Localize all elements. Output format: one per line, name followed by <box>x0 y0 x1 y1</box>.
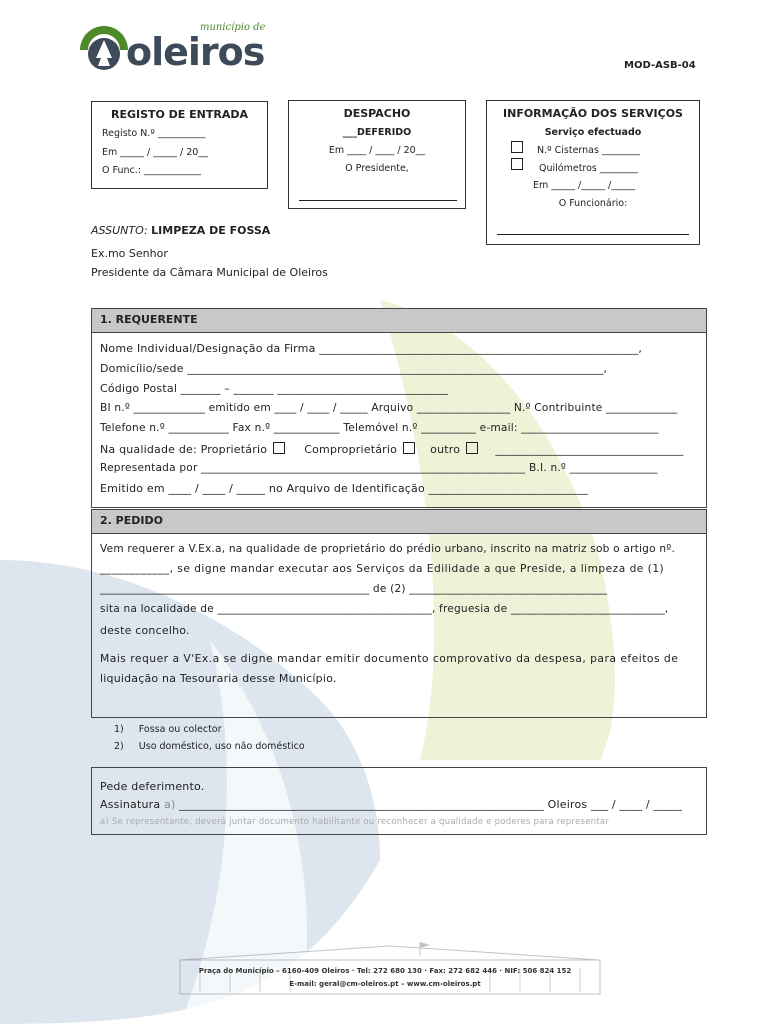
pede-deferimento: Pede deferimento. <box>100 780 205 793</box>
qualidade-row <box>100 442 683 456</box>
requerente-heading: 1. REQUERENTE <box>92 309 706 333</box>
municipal-logo <box>76 18 266 74</box>
requerente-section <box>91 308 707 508</box>
footer-contacts: E-mail: geral@cm-oleiros.pt – www.cm-oleiros.pt <box>289 980 481 988</box>
assinatura-note-ref: a) <box>164 798 176 811</box>
cisternas-field[interactable]: N.º Cisternas ________ <box>537 145 640 156</box>
registo-func-field[interactable]: O Func.: ____________ <box>102 165 201 176</box>
quilometros-checkbox[interactable] <box>511 158 523 170</box>
note-1-number: 1) <box>114 724 124 735</box>
servico-efectuado: Serviço efectuado <box>544 127 642 138</box>
logo-name: oleiros <box>126 30 265 74</box>
emitido-field[interactable]: Emitido em ____ / ____ / _____ no Arquivo de Identificação ____________________________ <box>100 482 589 495</box>
outro-label: outro <box>430 443 461 456</box>
assinatura-field[interactable]: ________________________________________________________________ Oleiros ___ / ____ / _____ <box>179 798 683 811</box>
note-1 <box>114 724 222 735</box>
despacho-deferido: ___DEFERIDO <box>342 127 412 138</box>
comproprietario-checkbox[interactable] <box>403 442 415 454</box>
representante-note: a) Se representante, deverá juntar documento habilitante ou reconhecer a qualidade e poderes para representar <box>100 817 610 827</box>
despacho-box <box>288 100 466 209</box>
pedido-line-5: deste concelho. <box>100 624 190 637</box>
funcionario-label: O Funcionário: <box>558 198 628 209</box>
nome-field[interactable]: Nome Individual/Designação da Firma ________________________________________________________, <box>100 342 643 355</box>
informacao-servicos-box <box>486 100 700 245</box>
pedido-line-7: liquidação na Tesouraria desse Município. <box>100 672 337 685</box>
bi-field[interactable]: BI n.º _____________ emitido em ____ / ____ / _____ Arquivo _________________ N.º Contribuinte _____________ <box>100 402 678 414</box>
assinatura-row[interactable] <box>100 798 682 811</box>
despacho-title: DESPACHO <box>343 107 411 120</box>
note-2-number: 2) <box>114 741 124 752</box>
pedido-heading: 2. PEDIDO <box>92 510 706 534</box>
despacho-date-field[interactable]: Em ____ / ____ / 20__ <box>328 145 426 156</box>
registo-date-field[interactable]: Em _____ / _____ / 20__ <box>102 147 208 158</box>
comproprietario-label: Comproprietário <box>304 443 398 456</box>
note-2 <box>114 741 305 752</box>
pedido-line-6: Mais requer a V'Ex.a se digne mandar emitir documento comprovativo da despesa, para efeitos de <box>100 652 679 665</box>
registo-title: REGISTO DE ENTRADA <box>110 108 249 121</box>
despacho-presidente: O Presidente, <box>345 163 409 174</box>
cisternas-checkbox[interactable] <box>511 141 523 153</box>
note-2-text: Uso doméstico, uso não doméstico <box>138 741 305 752</box>
proprietario-checkbox[interactable] <box>273 442 285 454</box>
pedido-line-4[interactable]: sita na localidade de _______________________________________, freguesia de ____________________________, <box>100 603 669 615</box>
assunto-label: ASSUNTO: <box>91 224 148 237</box>
form-code: MOD-ASB-04 <box>624 60 696 71</box>
logo-subtitle: município de <box>200 22 266 33</box>
assinatura-section <box>91 767 707 835</box>
recipient-name: Presidente da Câmara Municipal de Oleiros <box>91 266 328 279</box>
recipient-title: Ex.mo Senhor <box>91 247 168 260</box>
pedido-line-2[interactable]: ____________, se digne mandar executar aos Serviços da Edilidade a que Preside, a limpeza de (1) <box>100 563 665 575</box>
domicilio-field[interactable]: Domicílio/sede _________________________________________________________________________, <box>100 362 608 375</box>
funcionario-signature-line[interactable] <box>497 234 689 235</box>
despacho-signature-line[interactable] <box>299 200 457 201</box>
assunto-value: LIMPEZA DE FOSSA <box>151 224 271 237</box>
informacao-title: INFORMAÇÃO DOS SERVIÇOS <box>503 107 683 120</box>
outro-checkbox[interactable] <box>466 442 478 454</box>
assinatura-label: Assinatura <box>100 798 161 811</box>
logo-emblem-icon <box>76 20 132 72</box>
registo-number-field[interactable]: Registo N.º __________ <box>102 128 206 139</box>
pedido-line-3[interactable]: _________________________________________________ de (2) ____________________________________ <box>100 583 608 595</box>
outro-field[interactable]: _________________________________ <box>495 443 684 456</box>
note-1-text: Fossa ou colector <box>138 724 222 735</box>
codigo-postal-field[interactable]: Código Postal _______ – _______ ______________________________ <box>100 382 449 395</box>
registo-entrada-box <box>91 101 268 189</box>
informacao-date-field[interactable]: Em _____ /_____ /_____ <box>533 180 635 191</box>
contactos-field[interactable]: Telefone n.º ___________ Fax n.º ____________ Telemóvel n.º __________ e-mail: _________________________ <box>100 422 659 434</box>
assunto-line <box>91 224 270 237</box>
qualidade-proprietario-label: Na qualidade de: Proprietário <box>100 443 268 456</box>
pedido-section <box>91 509 707 718</box>
footer-address: Praça do Município – 6160-409 Oleiros · Tel: 272 680 130 · Fax: 272 682 446 · NIF: 506 824 152 <box>198 967 572 975</box>
representada-field[interactable]: Representada por ___________________________________________________________ B.I. n.º ________________ <box>100 462 658 474</box>
pedido-line-1: Vem requerer a V.Ex.a, na qualidade de proprietário do prédio urbano, inscrito na matriz sob o artigo nº. <box>100 543 676 555</box>
quilometros-field[interactable]: Quilómetros ________ <box>539 163 638 174</box>
